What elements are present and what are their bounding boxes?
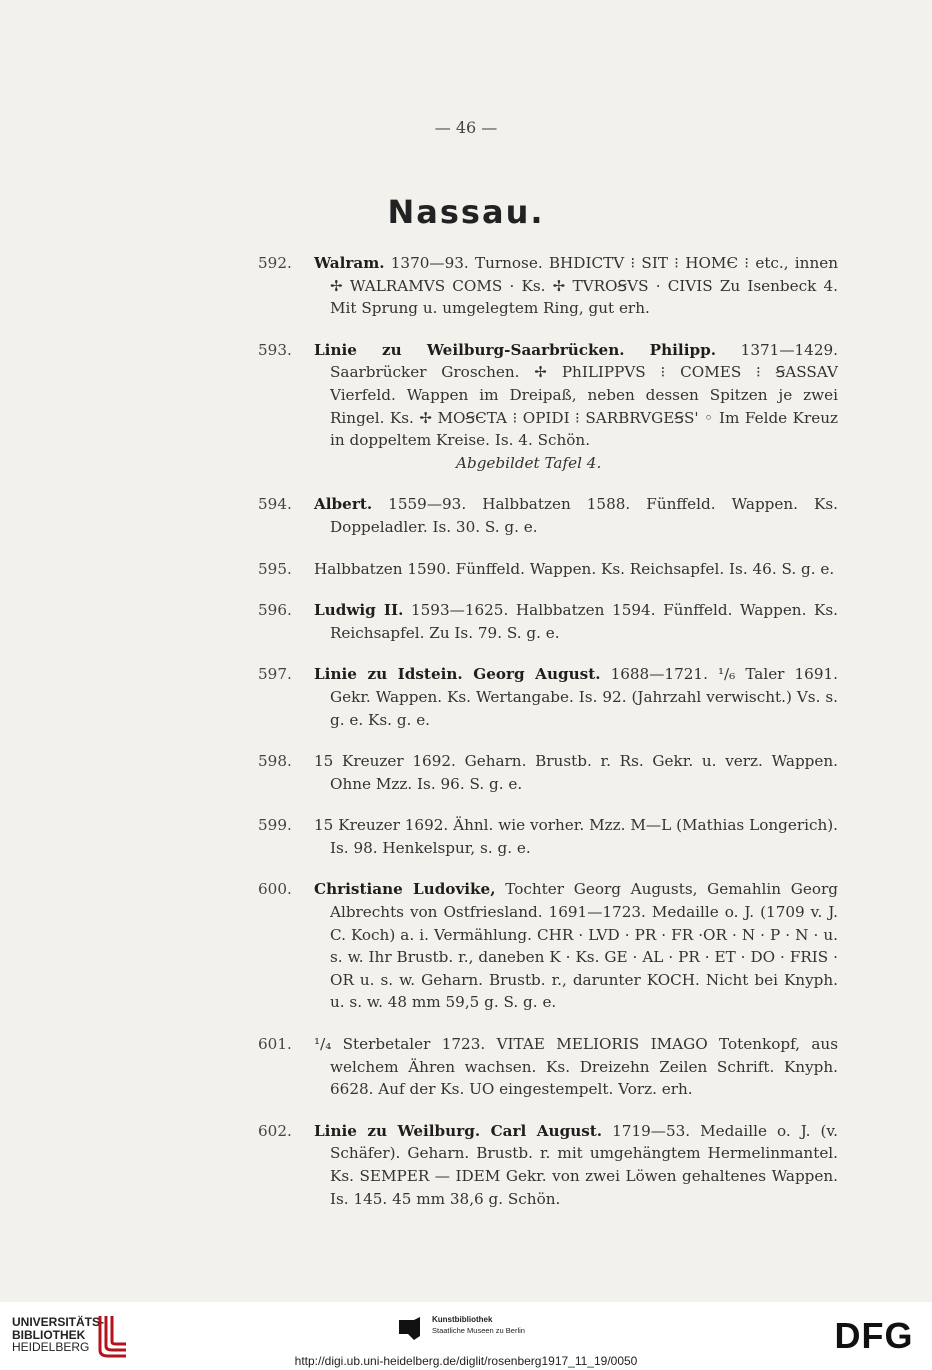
library-line: BIBLIOTHEK bbox=[12, 1327, 86, 1342]
library-name[interactable] bbox=[12, 1316, 104, 1354]
kunstbibliothek-icon bbox=[398, 1316, 422, 1342]
entry-text: ¹/₄ Sterbetaler 1723. VITAE MELIORIS IMAGO Totenkopf, aus welchem Ähren wachsen. Ks. Dreizehn Zeilen Schrift. Knyph. 6628. Auf der Ks. UO eingestempelt. Vorz. erh. bbox=[314, 1035, 838, 1099]
dfg-logo-icon[interactable] bbox=[828, 1316, 920, 1354]
library-logo-icon[interactable] bbox=[96, 1314, 130, 1358]
entry-lead: Ludwig II. bbox=[314, 601, 404, 620]
entry-number: 601. bbox=[258, 1035, 292, 1054]
entry-lead: Walram. bbox=[314, 254, 385, 272]
entry-text: 15 Kreuzer 1692. Ähnl. wie vorher. Mzz. M—L (Mathias Longerich). Is. 98. Henkelspur, s. g. e. bbox=[314, 816, 838, 857]
entry-text: Tochter Georg Augusts, Gemahlin Georg Albrechts von Ostfriesland. 1691—1723. Medaille o. J. (1709 v. J. C. Koch) a. i. Vermählung. CHR · LVD · PR · FR ·OR · N · P · N · u. s. w. Ihr Brustb. r., daneben K · Ks. GE · AL · PR · ET · DO · FRIS · OR u. s. w. Geharn. Brustb. r., darunter KOCH. Nicht bei Knyph. u. s. w. 48 mm 59,5 g. S. g. e. bbox=[330, 880, 838, 1012]
entry-number: 596. bbox=[258, 601, 292, 620]
entry-number: 593. bbox=[258, 340, 292, 359]
catalog-entry bbox=[258, 599, 838, 644]
entry-lead: Linie zu Weilburg. Carl August. bbox=[314, 1121, 603, 1140]
entry-text: 1688—1721. ¹/₆ Taler 1691. Gekr. Wappen. Ks. Wertangabe. Is. 92. (Jahrzahl verwischt.) Vs. s. g. e. Ks. g. e. bbox=[330, 665, 838, 729]
kb-title: Kunstbibliothek bbox=[432, 1315, 493, 1324]
entry-lead: Christiane Ludovike, bbox=[314, 880, 496, 899]
entry-text: 1370—93. Turnose. BHDIϹTV ⁝ SIT ⁝ HOMЄ ⁝ etc., innen ✢ WALRAMVS ϹOMS · Ks. ✢ TVROꞨVS · ϹIVIS Zu Isenbeck 4. Mit Sprung u. umgelegtem Ring, gut erh. bbox=[330, 254, 838, 318]
entry-text: Halbbatzen 1590. Fünffeld. Wappen. Ks. Reichsapfel. Is. 46. S. g. e. bbox=[314, 559, 835, 578]
permalink-url[interactable]: http://digi.ub.uni-heidelberg.de/diglit/rosenberg1917_11_19/0050 bbox=[294, 1354, 638, 1368]
entry-text: 1559—93. Halbbatzen 1588. Fünffeld. Wappen. Ks. Doppeladler. Is. 30. S. g. e. bbox=[330, 495, 838, 536]
entry-number: 602. bbox=[258, 1121, 292, 1140]
library-line: UNIVERSITÄTS- bbox=[12, 1315, 105, 1329]
entry-note: Abgebildet Tafel 4. bbox=[456, 453, 602, 472]
entry-lead: Linie zu Weilburg-Saarbrücken. Philipp. bbox=[314, 340, 716, 359]
dfg-label: DFG bbox=[834, 1316, 914, 1354]
page-number: — 46 — bbox=[434, 118, 498, 137]
catalog-entry bbox=[258, 814, 838, 859]
entry-number: 594. bbox=[258, 495, 292, 514]
catalog-entry bbox=[258, 252, 838, 320]
catalog-entry bbox=[258, 878, 838, 1014]
kunstbibliothek-logo[interactable] bbox=[398, 1314, 578, 1344]
entry-text: 1593—1625. Halbbatzen 1594. Fünffeld. Wappen. Ks. Reichsapfel. Zu Is. 79. S. g. e. bbox=[330, 601, 838, 642]
entry-lead: Linie zu Idstein. Georg August. bbox=[314, 665, 601, 684]
entry-lead: Albert. bbox=[314, 495, 373, 514]
entry-text: 1719—53. Medaille o. J. (v. Schäfer). Geharn. Brustb. r. mit umgehängtem Hermelinmantel. Ks. SEMPER — IDEM Gekr. von zwei Löwen gehaltenes Wappen. Is. 145. 45 mm 38,6 g. Schön. bbox=[330, 1121, 838, 1208]
entry-number: 595. bbox=[258, 559, 292, 578]
entry-number: 592. bbox=[258, 254, 292, 272]
page-title: Nassau. bbox=[387, 193, 545, 231]
catalog-entry bbox=[258, 339, 838, 475]
entry-number: 599. bbox=[258, 816, 292, 835]
entry-text: 1371—1429. Saarbrücker Groschen. ✢ PhILIPPVS ⁝ ϹOMES ⁝ ꞨASSAV Vierfeld. Wappen im Dreipaß, neben dessen Spitzen je zwei Ringel. Ks. ✢ MOꞨЄTA ⁝ OPIDI ⁝ SARBRVGEꞨS' ◦ Im Felde Kreuz in doppeltem Kreise. Is. 4. Schön. bbox=[330, 340, 838, 450]
library-line: HEIDELBERG bbox=[12, 1340, 90, 1354]
catalog-entry bbox=[258, 558, 838, 581]
catalog-entry bbox=[258, 663, 838, 731]
catalog-entry bbox=[258, 493, 838, 538]
entry-number: 600. bbox=[258, 880, 292, 899]
entry-number: 597. bbox=[258, 665, 292, 684]
catalog-entries bbox=[258, 252, 838, 1229]
catalog-entry bbox=[258, 1120, 838, 1210]
viewer-footer bbox=[0, 1302, 932, 1370]
catalog-entry bbox=[258, 750, 838, 795]
entry-number: 598. bbox=[258, 752, 292, 771]
catalog-entry bbox=[258, 1033, 838, 1101]
entry-text: 15 Kreuzer 1692. Geharn. Brustb. r. Rs. Gekr. u. verz. Wappen. Ohne Mzz. Is. 96. S. g. e. bbox=[314, 752, 838, 793]
kb-subtitle: Staatliche Museen zu Berlin bbox=[432, 1326, 525, 1335]
